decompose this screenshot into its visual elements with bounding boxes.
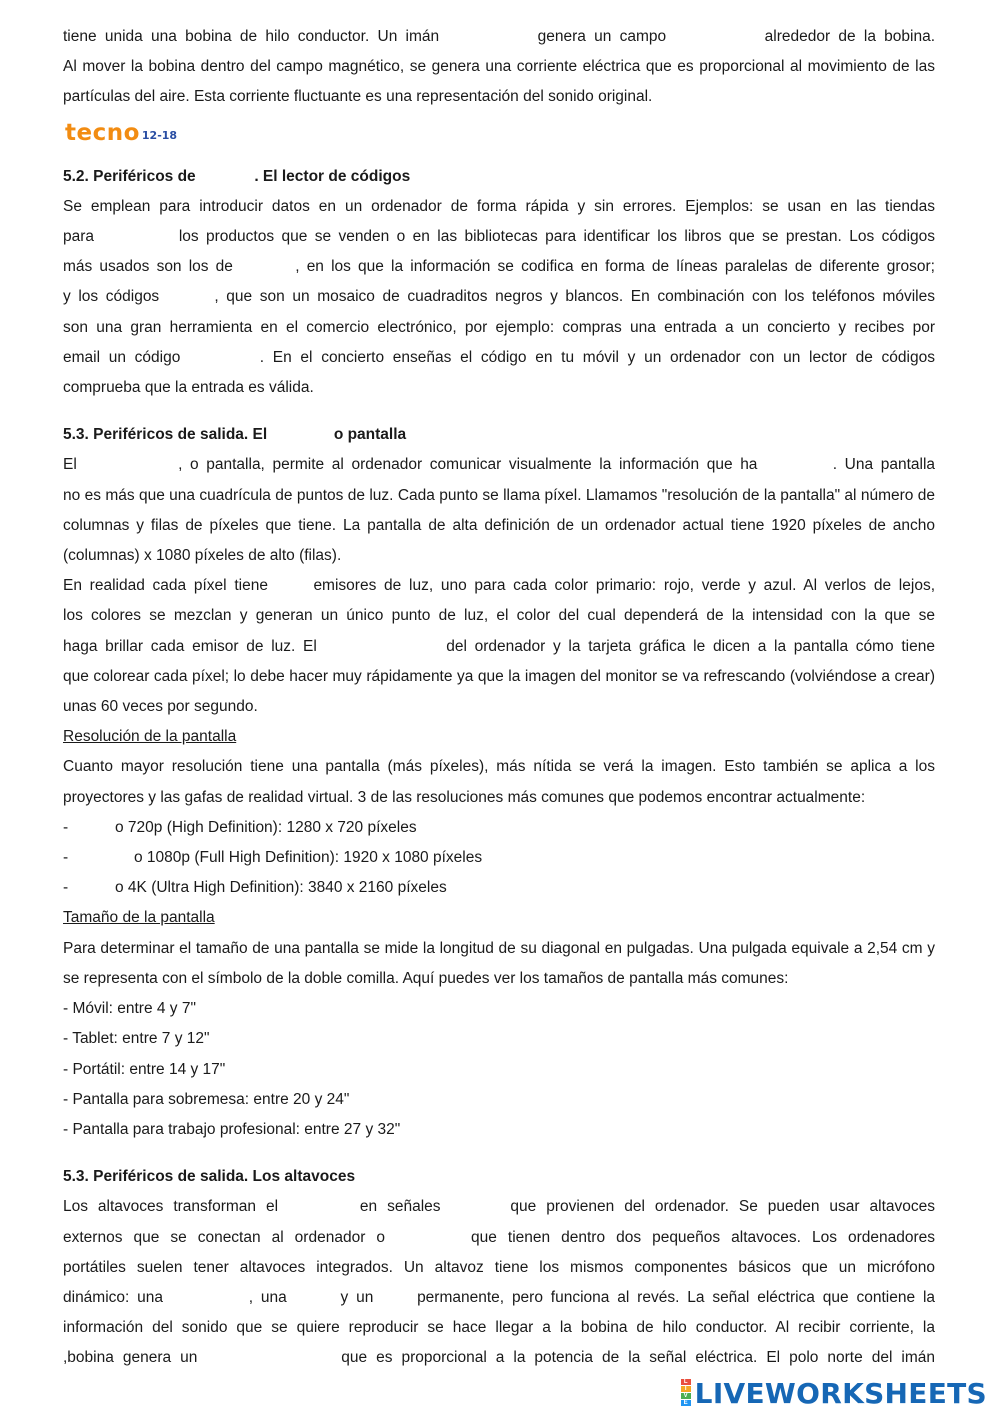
paragraph-text: en señales — [359, 1198, 441, 1216]
monitor-line-4 — [63, 632, 935, 662]
heading-codes — [63, 162, 935, 192]
answer-blank[interactable] — [450, 1210, 500, 1211]
answer-blank[interactable] — [84, 468, 170, 469]
resolution-item — [63, 873, 935, 903]
size-paragraph: Para determinar el tamaño de una pantalla se mide la longitud de su diagonal en pulgadas. Una pulgada equivale a 2,54 cm y se representa con el símbolo de la doble comilla. Aquí puedes ver los tamaños de pantalla más comunes: — [63, 939, 935, 987]
codes-line-7: comprueba que la entrada es válida. — [63, 379, 314, 397]
resolution-paragraph: Cuanto mayor resolución tiene una pantalla (más píxeles), más nítida se verá la imagen. Esto también se aplica a los proyectores y las gafas de realidad virtual. 3 de las resoluciones más comunes que podemos encontrar actualmente: — [63, 758, 935, 806]
answer-blank[interactable] — [325, 650, 439, 651]
resolution-item — [63, 813, 935, 843]
heading-text: . El lector de códigos — [254, 167, 411, 185]
logo-letter: I — [681, 1386, 691, 1392]
list-item: o 4K (Ultra High Definition): 3840 x 2160 píxeles — [115, 879, 447, 897]
answer-blank[interactable] — [288, 1210, 350, 1211]
paragraph-text: En realidad cada píxel tiene — [63, 577, 268, 595]
monitor-line-1 — [63, 450, 935, 480]
answer-blank[interactable] — [272, 438, 330, 439]
answer-blank[interactable] — [447, 40, 529, 41]
codes-line-1: Se emplean para introducir datos en un ordenador de forma rápida y sin errores. Ejemplos: se usan en las tiendas — [63, 197, 935, 215]
size-item: - Pantalla para sobremesa: entre 20 y 24" — [63, 1090, 350, 1108]
speakers-line-4 — [63, 1283, 935, 1313]
heading-text: 5.2. Periféricos de — [63, 167, 196, 185]
paragraph-text: permanente, pero funciona al revés. La señal eléctrica que contiene la — [417, 1288, 936, 1306]
paragraph-text: haga brillar cada emisor de luz. El — [63, 637, 317, 655]
subheading-resolution: Resolución de la pantalla — [63, 728, 237, 746]
answer-blank[interactable] — [167, 300, 207, 301]
paragraph-text: dinámico: una — [63, 1288, 164, 1306]
paragraph-text: para — [63, 228, 95, 246]
heading-text: o pantalla — [333, 426, 407, 444]
list-dash: - — [63, 818, 69, 836]
paragraph-text: emisores de luz, uno para cada color primario: rojo, verde y azul. Al verlos de lejos, — [313, 577, 935, 595]
resolution-item — [63, 843, 935, 873]
paragraph-text: , una — [248, 1288, 287, 1306]
paragraph-text: , en los que la información se codifica en forma de líneas paralelas de diferente grosor; — [295, 258, 935, 276]
paragraph-text: ,bobina genera un — [63, 1349, 198, 1367]
paragraph-text: , que son un mosaico de cuadraditos negros y blancos. En combinación con los teléfonos móviles — [214, 288, 935, 306]
intro-text: genera un campo — [537, 28, 667, 45]
paragraph-text: y los códigos — [63, 288, 160, 306]
worksheet-page — [63, 22, 935, 1374]
logo-main-text: tecno — [65, 119, 140, 146]
speakers-line-1 — [63, 1192, 935, 1222]
paragraph-text: . En el concierto enseñas el código en tu móvil y un ordenador con un lector de códigos — [259, 348, 935, 366]
codes-line-3 — [63, 252, 935, 282]
liveworksheets-watermark — [681, 1378, 987, 1408]
paragraph-text: los productos que se venden o en las bibliotecas para identificar los libros que se prestan. Los códigos — [178, 228, 935, 246]
monitor-line-2 — [63, 571, 935, 601]
list-dash: - — [63, 849, 69, 867]
intro-line-1 — [63, 22, 935, 52]
speakers-line-5: información del sonido que se quiere reproducir se hace llegar a la bobina de hilo conductor. Al recibir corriente, la — [63, 1319, 935, 1337]
paragraph-text: email un código — [63, 348, 181, 366]
codes-line-4 — [63, 282, 935, 312]
paragraph-text: Los altavoces transforman el — [63, 1198, 279, 1216]
codes-line-5: son una gran herramienta en el comercio electrónico, por ejemplo: compras una entrada a un concierto y recibes por — [63, 318, 935, 336]
speakers-line-3: portátiles suelen tener altavoces integrados. Un altavoz tiene los mismos componentes básicos que un micrófono — [63, 1258, 935, 1276]
paragraph-text: que tienen dentro dos pequeños altavoces. Los ordenadores — [471, 1228, 936, 1246]
answer-blank[interactable] — [240, 270, 288, 271]
heading-speakers: 5.3. Periféricos de salida. Los altavoces — [63, 1168, 356, 1186]
paragraph-text: del ordenador y la tarjeta gráfica le dicen a la pantalla cómo tiene — [446, 637, 935, 655]
logo-letter: E — [681, 1400, 691, 1406]
answer-blank[interactable] — [189, 361, 251, 362]
paragraph-text: externos que se conectan al ordenador o — [63, 1228, 385, 1246]
liveworksheets-text: LIVEWORKSHEETS — [694, 1376, 987, 1410]
size-item: - Tablet: entre 7 y 12" — [63, 1030, 210, 1048]
answer-blank[interactable] — [206, 1361, 332, 1362]
tecno-logo — [65, 113, 935, 153]
heading-monitor — [63, 420, 935, 450]
logo-sub-text: 12-18 — [141, 128, 178, 142]
paragraph-text: . Una pantalla — [832, 456, 936, 474]
list-item: o 720p (High Definition): 1280 x 720 píxeles — [115, 818, 417, 836]
list-item: o 1080p (Full High Definition): 1920 x 1080 píxeles — [134, 849, 483, 867]
liveworksheets-logo-icon — [681, 1379, 691, 1407]
paragraph-text: que es proporcional a la potencia de la señal eléctrica. El polo norte del imán — [341, 1349, 935, 1367]
answer-blank[interactable] — [101, 240, 171, 241]
speakers-line-2 — [63, 1223, 935, 1253]
paragraph-text: más usados son los de — [63, 258, 233, 276]
paragraph-text: , o pantalla, permite al ordenador comunicar visualmente la información que ha — [178, 456, 758, 474]
paragraph-text: que provienen del ordenador. Se pueden usar altavoces — [510, 1198, 935, 1216]
heading-text: 5.3. Periféricos de salida. El — [63, 426, 268, 444]
answer-blank[interactable] — [200, 180, 250, 181]
size-item: - Móvil: entre 4 y 7" — [63, 1000, 196, 1018]
size-item: - Portátil: entre 14 y 17" — [63, 1060, 226, 1078]
intro-text: tiene unida una bobina de hilo conductor. Un imán — [63, 28, 440, 45]
answer-blank[interactable] — [674, 40, 756, 41]
subheading-size: Tamaño de la pantalla — [63, 909, 215, 927]
monitor-paragraph-2: que colorear cada píxel; lo debe hacer muy rápidamente ya que la imagen del monitor se va refrescando (volviéndose a crear) unas 60 veces por segundo. — [63, 667, 935, 716]
speakers-line-6 — [63, 1343, 935, 1373]
paragraph-text: y un — [340, 1288, 374, 1306]
answer-blank[interactable] — [381, 1301, 409, 1302]
monitor-paragraph-1: no es más que una cuadrícula de puntos de luz. Cada punto se llama píxel. Llamamos "resolución de la pantalla" al número de columnas y filas de píxeles que tiene. La pantalla de alta definición de un ordenador actual tiene 1920 píxeles de ancho (columnas) x 1080 píxeles de alto (filas). — [63, 486, 935, 565]
monitor-line-3: los colores se mezclan y generan un único punto de luz, el color del cual dependerá de la intensidad con la que se — [63, 607, 935, 625]
codes-line-6 — [63, 343, 935, 373]
logo-letter: L — [681, 1379, 691, 1385]
answer-blank[interactable] — [765, 468, 825, 469]
paragraph-text: El — [63, 456, 77, 474]
answer-blank[interactable] — [396, 1241, 460, 1242]
list-dash: - — [63, 879, 69, 897]
answer-blank[interactable] — [276, 589, 306, 590]
answer-blank[interactable] — [171, 1301, 241, 1302]
answer-blank[interactable] — [295, 1301, 333, 1302]
intro-text: alrededor de la bobina. — [764, 28, 936, 45]
logo-letter: V — [681, 1393, 691, 1399]
intro-paragraph: Al mover la bobina dentro del campo magnético, se genera una corriente eléctrica que es proporcional al movimiento de las partículas del aire. Esta corriente fluctuante es una representación del sonido original. — [63, 58, 935, 106]
codes-line-2 — [63, 222, 935, 252]
size-item: - Pantalla para trabajo profesional: entre 27 y 32" — [63, 1120, 401, 1138]
